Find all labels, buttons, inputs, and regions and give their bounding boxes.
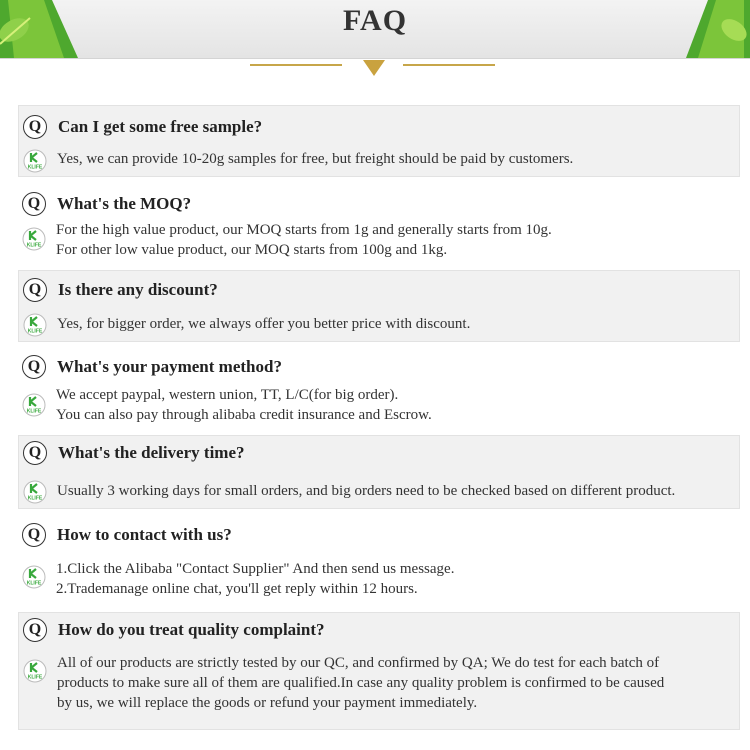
- header-banner: [0, 0, 750, 59]
- faq-item: [18, 435, 740, 509]
- answer-line: products to make sure all of them are qualified.In case any quality problem is confirmed to be caused: [57, 675, 665, 691]
- logo-text: KLIFE: [27, 328, 43, 335]
- faq-question: [18, 523, 232, 547]
- q-icon: Q: [23, 618, 47, 642]
- answer-line: 2.Trademanage online chat, you'll get reply within 12 hours.: [56, 581, 418, 597]
- faq-item: [18, 105, 740, 177]
- question-text: How to contact with us?: [57, 525, 232, 544]
- logo-text: KLIFE: [26, 580, 42, 587]
- q-icon: Q: [22, 355, 46, 379]
- answer-line: Usually 3 working days for small orders, and big orders need to be checked based on different product.: [57, 483, 676, 499]
- answer-line: You can also pay through alibaba credit insurance and Escrow.: [56, 407, 432, 423]
- question-text: How do you treat quality complaint?: [58, 620, 325, 639]
- question-text: What's the delivery time?: [58, 443, 245, 462]
- faq-item: [18, 186, 740, 262]
- question-text: Is there any discount?: [58, 280, 218, 299]
- faq-question: [19, 618, 325, 642]
- q-icon: Q: [23, 115, 47, 139]
- divider-line-left: [250, 64, 342, 66]
- page-title: FAQ: [342, 4, 408, 37]
- faq-item: [18, 612, 740, 730]
- q-icon: Q: [23, 278, 47, 302]
- klife-logo-icon: [23, 480, 47, 504]
- klife-logo-icon: [22, 227, 46, 251]
- q-icon: Q: [22, 192, 46, 216]
- title-divider: [0, 54, 750, 84]
- divider-line-right: [403, 64, 495, 66]
- klife-logo-icon: [23, 659, 47, 683]
- faq-question: [19, 278, 218, 302]
- logo-text: KLIFE: [27, 674, 43, 681]
- q-icon: Q: [23, 441, 47, 465]
- question-text: What's the MOQ?: [57, 194, 192, 213]
- klife-logo-icon: [22, 393, 46, 417]
- chevron-down-icon: [363, 60, 385, 76]
- klife-logo-icon: [22, 565, 46, 589]
- answer-line: Yes, for bigger order, we always offer you better price with discount.: [57, 316, 471, 332]
- answer-line: by us, we will replace the goods or refund your payment immediately.: [57, 695, 478, 711]
- answer-line: We accept paypal, western union, TT, L/C(for big order).: [56, 387, 399, 403]
- logo-text: KLIFE: [27, 164, 43, 171]
- faq-item: [18, 270, 740, 342]
- faq-question: [18, 192, 191, 216]
- question-text: Can I get some free sample?: [58, 117, 263, 136]
- faq-question: [18, 355, 282, 379]
- question-text: What's your payment method?: [57, 357, 282, 376]
- faq-question: [19, 441, 245, 465]
- answer-line: All of our products are strictly tested by our QC, and confirmed by QA; We do test for each batch of: [57, 655, 660, 671]
- faq-item: [18, 350, 740, 428]
- q-icon: Q: [22, 523, 46, 547]
- answer-line: 1.Click the Alibaba "Contact Supplier" And then send us message.: [56, 561, 455, 577]
- faq-question: [19, 115, 262, 139]
- answer-line: For other low value product, our MOQ starts from 100g and 1kg.: [56, 242, 448, 258]
- klife-logo-icon: [23, 149, 47, 173]
- logo-text: KLIFE: [26, 408, 42, 415]
- faq-item: [18, 518, 740, 602]
- answer-line: Yes, we can provide 10-20g samples for free, but freight should be paid by customers.: [57, 151, 574, 167]
- logo-text: KLIFE: [27, 495, 43, 502]
- answer-line: For the high value product, our MOQ starts from 1g and generally starts from 10g.: [56, 222, 552, 238]
- logo-text: KLIFE: [26, 242, 42, 249]
- klife-logo-icon: [23, 313, 47, 337]
